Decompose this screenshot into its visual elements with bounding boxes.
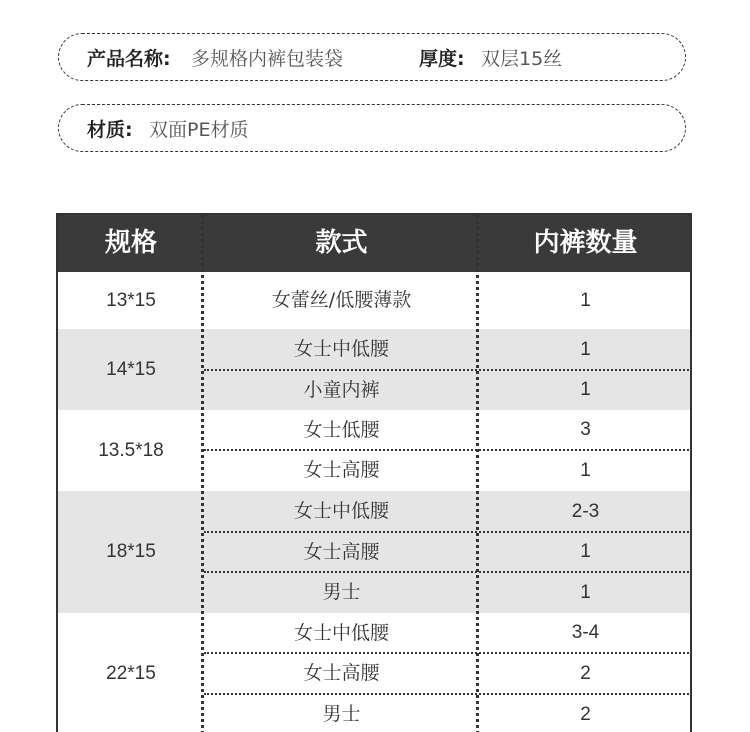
style-cell: 男士 xyxy=(322,703,361,725)
quantity-cell: 3-4 xyxy=(571,622,600,643)
size-cell: 13.5*18 xyxy=(98,440,164,461)
quantity-cell: 1 xyxy=(580,541,591,562)
thickness-label: 厚度: xyxy=(419,47,465,70)
style-cell: 女士中低腰 xyxy=(293,500,389,522)
material-info-box xyxy=(58,104,686,152)
style-cell: 小童内裤 xyxy=(303,379,380,401)
size-cell: 22*15 xyxy=(106,663,156,684)
material-value: 双面PE材质 xyxy=(149,118,249,141)
column-divider xyxy=(201,215,204,732)
material-label: 材质: xyxy=(87,118,133,141)
size-cell: 14*15 xyxy=(106,359,156,380)
table-header xyxy=(58,215,690,272)
size-cell: 13*15 xyxy=(106,290,156,311)
quantity-cell: 2-3 xyxy=(571,501,600,522)
style-cell: 女士中低腰 xyxy=(293,338,389,360)
style-cell: 女士高腰 xyxy=(303,662,380,684)
style-cell: 女士低腰 xyxy=(303,419,380,441)
product-name-label: 产品名称: xyxy=(87,47,171,70)
quantity-cell: 1 xyxy=(580,460,591,481)
header-quantity: 内裤数量 xyxy=(533,228,638,258)
style-cell: 女士高腰 xyxy=(303,541,380,563)
style-cell: 女士中低腰 xyxy=(293,622,389,644)
quantity-cell: 1 xyxy=(580,582,591,603)
spec-table xyxy=(56,213,692,732)
quantity-cell: 1 xyxy=(580,379,591,400)
quantity-cell: 2 xyxy=(580,704,591,725)
size-cell: 18*15 xyxy=(106,541,156,562)
header-style: 款式 xyxy=(315,228,368,258)
quantity-cell: 1 xyxy=(580,290,591,311)
quantity-cell: 1 xyxy=(580,339,591,360)
style-cell: 男士 xyxy=(322,581,361,603)
quantity-cell: 3 xyxy=(580,419,591,440)
style-cell: 女士高腰 xyxy=(303,459,380,481)
column-divider xyxy=(476,215,479,732)
style-cell: 女蕾丝/低腰薄款 xyxy=(271,289,412,311)
thickness-value: 双层15丝 xyxy=(481,47,563,70)
product-name-value: 多规格内裤包装袋 xyxy=(191,47,344,70)
quantity-cell: 2 xyxy=(580,663,591,684)
product-info-box xyxy=(58,33,686,81)
header-size: 规格 xyxy=(104,228,157,258)
